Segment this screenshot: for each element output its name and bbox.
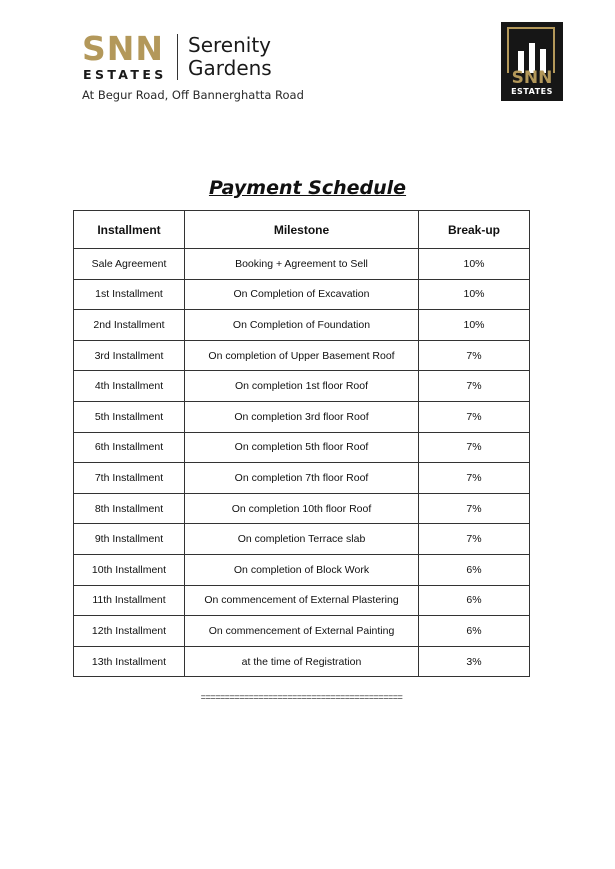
footer-rule: ========================================== (200, 693, 403, 703)
location-tagline: At Begur Road, Off Bannerghatta Road (82, 88, 304, 102)
table-row (74, 524, 530, 555)
table-row (74, 401, 530, 432)
table-row (74, 585, 530, 616)
breakup-cell: 10% (419, 310, 530, 341)
installment-cell: 10th Installment (74, 554, 185, 585)
table-row (74, 554, 530, 585)
milestone-cell: On completion 5th floor Roof (185, 432, 419, 463)
installment-cell: 5th Installment (74, 401, 185, 432)
installment-cell: 9th Installment (74, 524, 185, 555)
payment-schedule-table (73, 210, 530, 677)
table-row (74, 432, 530, 463)
table-row (74, 249, 530, 280)
milestone-cell: On Completion of Foundation (185, 310, 419, 341)
installment-cell: 12th Installment (74, 616, 185, 647)
table-row (74, 463, 530, 494)
snn-logo (82, 29, 304, 104)
project-name-line1: Serenity (188, 33, 271, 57)
breakup-cell: 7% (419, 524, 530, 555)
project-name-line2: Gardens (188, 56, 272, 80)
milestone-cell: On completion 7th floor Roof (185, 463, 419, 494)
column-header: Milestone (185, 211, 419, 249)
table-row (74, 616, 530, 647)
breakup-cell: 3% (419, 646, 530, 677)
breakup-cell: 6% (419, 554, 530, 585)
breakup-cell: 7% (419, 463, 530, 494)
snn-badge-logo (501, 22, 563, 101)
milestone-cell: On commencement of External Painting (185, 616, 419, 647)
installment-cell: 3rd Installment (74, 340, 185, 371)
breakup-cell: 7% (419, 340, 530, 371)
project-name (188, 34, 272, 80)
table-row (74, 310, 530, 341)
breakup-cell: 7% (419, 371, 530, 402)
column-header: Break-up (419, 211, 530, 249)
milestone-cell: On completion of Block Work (185, 554, 419, 585)
page-title: Payment Schedule (208, 177, 407, 199)
table-header-row (74, 211, 530, 249)
badge-brand-sub: ESTATES (511, 87, 553, 96)
installment-cell: 11th Installment (74, 585, 185, 616)
table-row (74, 279, 530, 310)
installment-cell: 1st Installment (74, 279, 185, 310)
milestone-cell: On completion 3rd floor Roof (185, 401, 419, 432)
logo-divider (177, 34, 178, 80)
installment-cell: 4th Installment (74, 371, 185, 402)
installment-cell: 2nd Installment (74, 310, 185, 341)
table-row (74, 371, 530, 402)
brand-sub: ESTATES (83, 67, 167, 82)
milestone-cell: On completion 1st floor Roof (185, 371, 419, 402)
milestone-cell: at the time of Registration (185, 646, 419, 677)
breakup-cell: 6% (419, 585, 530, 616)
milestone-cell: Booking + Agreement to Sell (185, 249, 419, 280)
milestone-cell: On commencement of External Plastering (185, 585, 419, 616)
breakup-cell: 7% (419, 493, 530, 524)
breakup-cell: 7% (419, 401, 530, 432)
breakup-cell: 7% (419, 432, 530, 463)
column-header: Installment (74, 211, 185, 249)
installment-cell: 7th Installment (74, 463, 185, 494)
installment-cell: 8th Installment (74, 493, 185, 524)
installment-cell: 6th Installment (74, 432, 185, 463)
table-row (74, 493, 530, 524)
installment-cell: Sale Agreement (74, 249, 185, 280)
breakup-cell: 10% (419, 279, 530, 310)
breakup-cell: 10% (419, 249, 530, 280)
table-row (74, 340, 530, 371)
milestone-cell: On completion 10th floor Roof (185, 493, 419, 524)
milestone-cell: On completion of Upper Basement Roof (185, 340, 419, 371)
milestone-cell: On Completion of Excavation (185, 279, 419, 310)
brand-main: SNN (82, 29, 165, 68)
installment-cell: 13th Installment (74, 646, 185, 677)
milestone-cell: On completion Terrace slab (185, 524, 419, 555)
table-row (74, 646, 530, 677)
breakup-cell: 6% (419, 616, 530, 647)
badge-brand-main: SNN (511, 68, 553, 88)
